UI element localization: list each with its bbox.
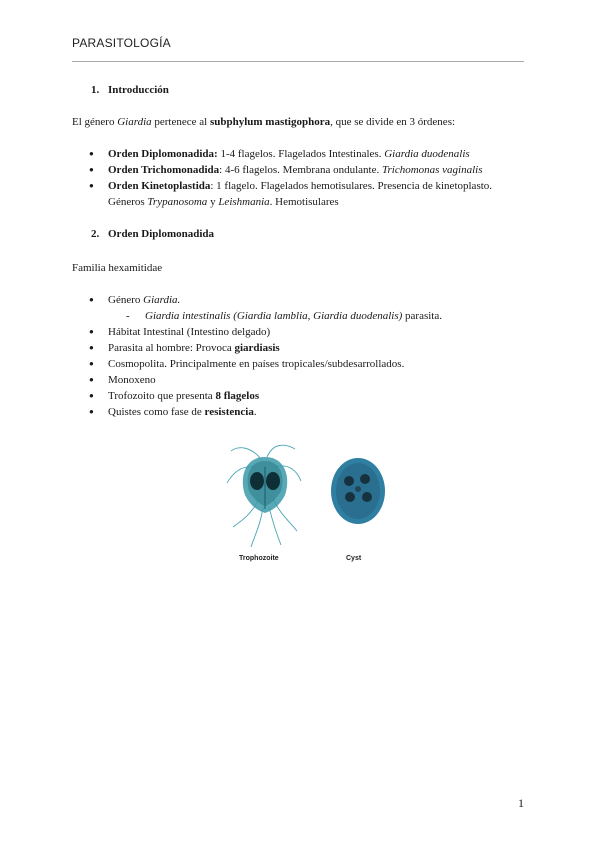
family-paragraph: Familia hexamitidae bbox=[72, 262, 163, 274]
intro-paragraph bbox=[72, 114, 524, 130]
list-item bbox=[72, 292, 524, 308]
item-text: Trofozoito que presenta bbox=[108, 390, 216, 402]
section-2-number: 2. bbox=[91, 228, 100, 240]
trophozoite-nucleus-right bbox=[266, 472, 280, 490]
list-item bbox=[72, 404, 524, 420]
intro-subphylum: subphylum mastigophora bbox=[209, 116, 331, 128]
order-name: Orden Diplomonadida: bbox=[108, 148, 218, 160]
item-text: Hábitat Intestinal (Intestino delgado) bbox=[108, 326, 271, 338]
cyst-nucleus bbox=[344, 476, 354, 486]
section-1-number: 1. bbox=[91, 84, 100, 96]
item-text: Quistes como fase de bbox=[108, 406, 205, 418]
order-text: : 4-6 flagelos. Membrana ondulante. bbox=[219, 164, 382, 176]
list-item bbox=[72, 388, 524, 404]
orders-list bbox=[72, 146, 524, 210]
sub-list-item bbox=[72, 308, 524, 324]
order-name: Orden Kinetoplastida bbox=[108, 180, 211, 192]
item-text: . bbox=[253, 406, 257, 418]
item-bold: resistencia bbox=[204, 406, 254, 418]
header-divider bbox=[72, 61, 524, 62]
list-item bbox=[72, 146, 524, 162]
intro-text-2: pertenece al bbox=[151, 116, 210, 128]
list-item bbox=[72, 324, 524, 340]
section-1-heading bbox=[72, 82, 524, 98]
item-bold: giardiasis bbox=[234, 342, 280, 354]
order-genus: Leishmania bbox=[218, 196, 270, 208]
item-text: Género bbox=[108, 294, 144, 306]
order-species: Trichomonas vaginalis bbox=[381, 164, 483, 176]
page-number: 1 bbox=[518, 796, 524, 810]
intro-text-1: El género bbox=[72, 116, 118, 128]
order-text: : 1 flagelo. Flagelados hemotisulares. Presencia de kinetoplasto. Géneros bbox=[108, 180, 493, 208]
list-item bbox=[72, 162, 524, 178]
giardia-illustration bbox=[215, 437, 397, 569]
list-item bbox=[72, 340, 524, 356]
order-name: Orden Trichomonadida bbox=[108, 164, 220, 176]
item-bold: 8 flagelos bbox=[215, 390, 260, 402]
intro-text-3: , que se divide en 3 órdenes: bbox=[330, 116, 456, 128]
section-2-heading bbox=[72, 226, 524, 242]
item-text: Parasita al hombre: Provoca bbox=[108, 342, 235, 354]
page-header-title: PARASITOLOGÍA bbox=[72, 36, 171, 50]
list-item bbox=[72, 178, 524, 210]
sub-list bbox=[72, 308, 524, 324]
order-species: Giardia duodenalis bbox=[384, 148, 470, 160]
item-text: parasita. bbox=[402, 310, 442, 322]
cyst-nucleus bbox=[360, 474, 370, 484]
item-text: Cosmopolita. Principalmente en países tropicales/subdesarrollados. bbox=[108, 358, 405, 370]
document-body bbox=[72, 82, 524, 420]
trophozoite-nucleus-left bbox=[250, 472, 264, 490]
list-item bbox=[72, 356, 524, 372]
characteristics-list bbox=[72, 292, 524, 308]
trophozoite-label: Trophozoite bbox=[239, 555, 279, 562]
section-2-title: Orden Diplomonadida bbox=[108, 228, 215, 240]
item-text: Monoxeno bbox=[108, 374, 156, 386]
order-text: 1-4 flagelos. Flagelados Intestinales. bbox=[217, 148, 385, 160]
order-text: . Hemotisulares bbox=[269, 196, 339, 208]
cyst-nucleus bbox=[345, 492, 355, 502]
item-genus: Giardia. bbox=[143, 294, 181, 306]
species-names: Giardia intestinalis (Giardia lamblia, Giardia duodenalis) bbox=[145, 310, 403, 322]
list-item bbox=[72, 372, 524, 388]
characteristics-list-cont bbox=[72, 324, 524, 420]
intro-genus: Giardia bbox=[117, 116, 152, 128]
cyst-nucleus bbox=[362, 492, 372, 502]
order-genus: Trypanosoma bbox=[147, 196, 208, 208]
section-1-title: Introducción bbox=[108, 84, 169, 96]
order-text: y bbox=[207, 196, 219, 208]
giardia-figure bbox=[215, 437, 397, 569]
cyst-label: Cyst bbox=[346, 555, 362, 562]
